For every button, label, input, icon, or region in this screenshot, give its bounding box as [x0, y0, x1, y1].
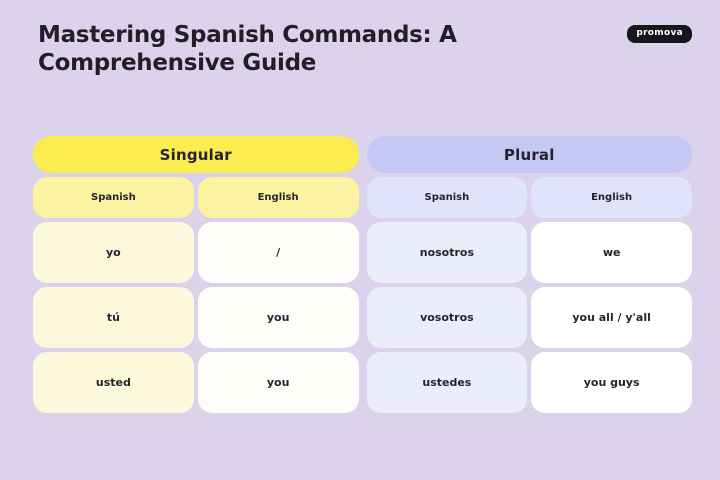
- singular-column-group: [33, 136, 359, 413]
- table-cell: /: [198, 222, 359, 283]
- page-title: Mastering Spanish Commands: A Comprehensive Guide: [38, 22, 457, 76]
- table-cell: yo: [33, 222, 194, 283]
- singular-header: Singular: [33, 136, 359, 173]
- table-cell: we: [531, 222, 692, 283]
- plural-header: Plural: [367, 136, 693, 173]
- table-cell: nosotros: [367, 222, 528, 283]
- pronoun-table: [33, 136, 692, 413]
- plural-spanish-column-header: Spanish: [367, 177, 528, 218]
- plural-column-group: [367, 136, 693, 413]
- singular-english-column-header: English: [198, 177, 359, 218]
- table-cell: you guys: [531, 352, 692, 413]
- table-cell: you: [198, 352, 359, 413]
- table-cell: ustedes: [367, 352, 528, 413]
- plural-english-column-header: English: [531, 177, 692, 218]
- table-cell: you all / y'all: [531, 287, 692, 348]
- table-cell: usted: [33, 352, 194, 413]
- singular-spanish-column-header: Spanish: [33, 177, 194, 218]
- promova-logo: promova: [627, 25, 692, 43]
- table-cell: tú: [33, 287, 194, 348]
- table-cell: vosotros: [367, 287, 528, 348]
- table-cell: you: [198, 287, 359, 348]
